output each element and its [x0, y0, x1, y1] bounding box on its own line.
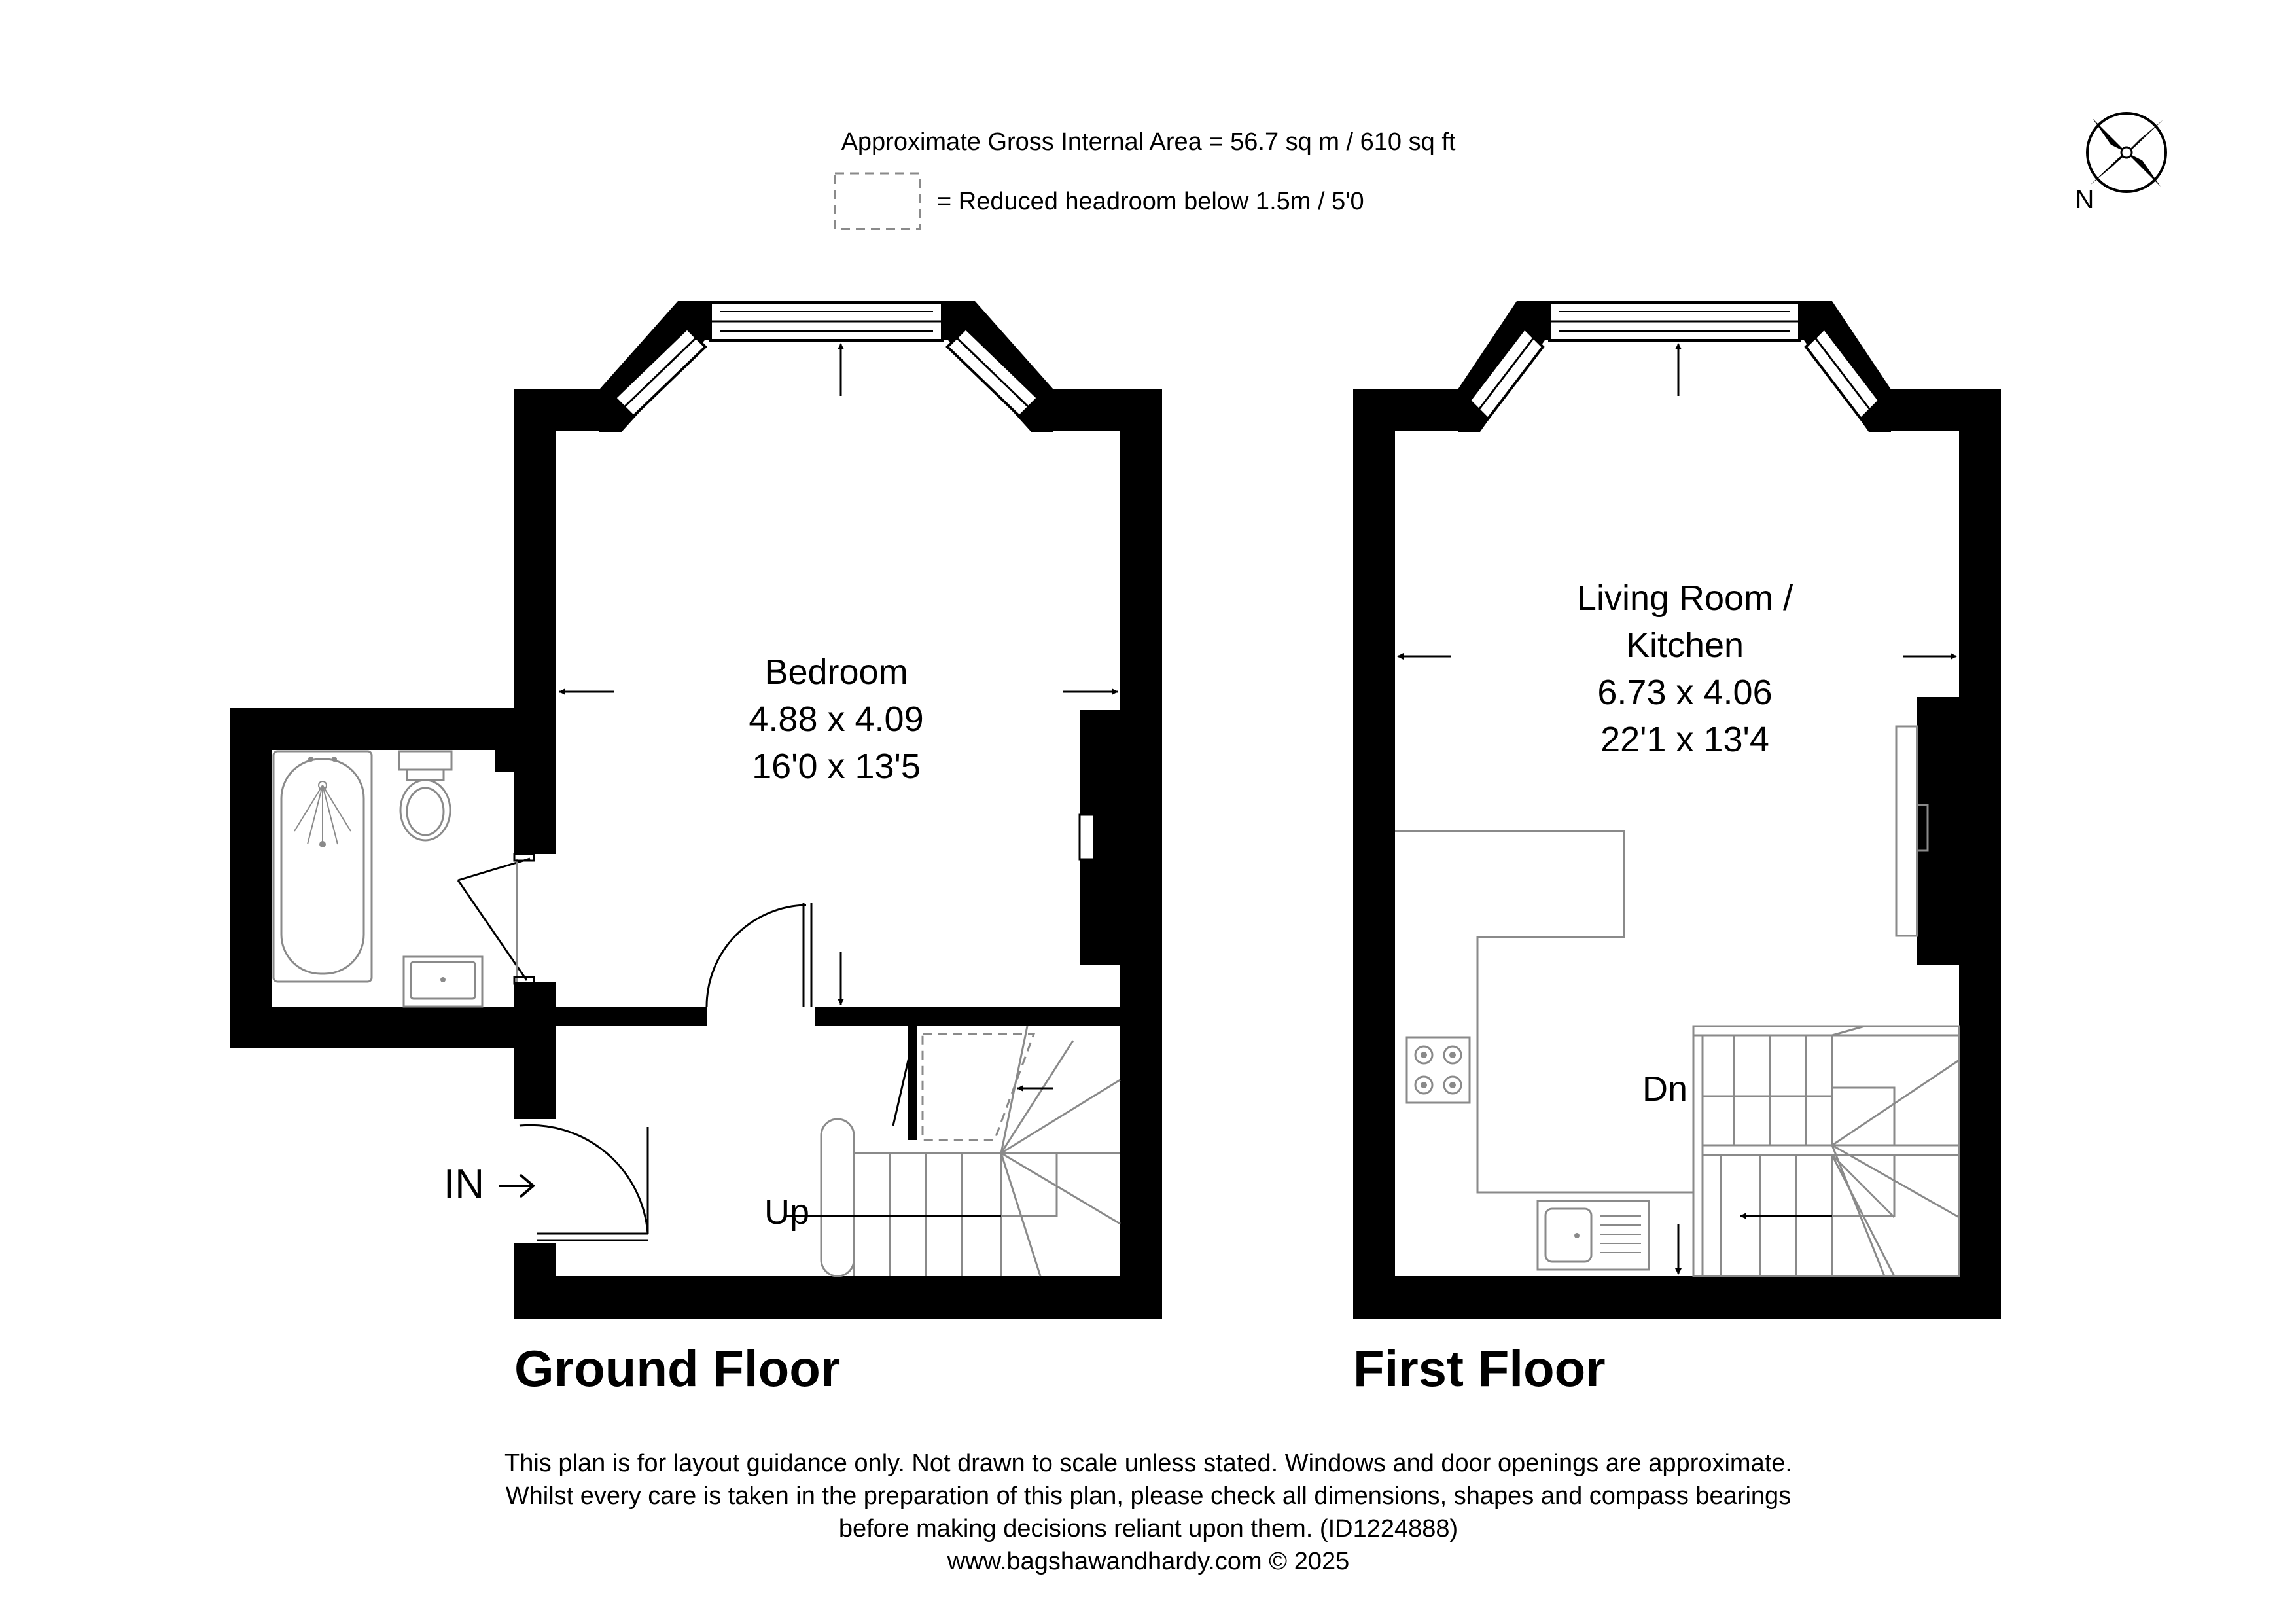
disclaimer-line-2: Whilst every care is taken in the preparation of this plan, please check all dimensions, shapes and compass bearings: [505, 1482, 1792, 1510]
bedroom-name: Bedroom: [764, 652, 908, 692]
ground-floor-plan: [230, 301, 1162, 1319]
entrance-label: IN: [444, 1162, 484, 1207]
first-stairs-label: Dn: [1642, 1069, 1688, 1109]
living-room-metric-size: 6.73 x 4.06: [1597, 673, 1773, 712]
ground-stairs: [821, 1026, 1120, 1276]
living-room-imperial-size: 22'1 x 13'4: [1600, 720, 1769, 759]
living-room-name-line2: Kitchen: [1625, 626, 1744, 665]
reduced-headroom-legend-swatch: [835, 173, 920, 229]
entrance-arrow-icon: [499, 1175, 533, 1197]
disclaimer-line-3: before making decisions reliant upon them. (ID1224888): [838, 1515, 1458, 1543]
disclaimer-line-1: This plan is for layout guidance only. Not drawn to scale unless stated. Windows and door openings are approximate.: [504, 1450, 1792, 1477]
website-copyright: www.bagshawandhardy.com © 2025: [947, 1548, 1350, 1575]
bedroom-imperial-size: 16'0 x 13'5: [752, 747, 921, 786]
first-floor-title: First Floor: [1353, 1340, 1606, 1397]
first-stairs: [1693, 1026, 1959, 1276]
ground-floor-title: Ground Floor: [514, 1340, 841, 1397]
compass-icon: [2087, 113, 2166, 192]
first-floor-plan: [1353, 301, 2001, 1319]
gross-area-text: Approximate Gross Internal Area = 56.7 sq m / 610 sq ft: [841, 128, 1456, 156]
reduced-headroom-legend-text: = Reduced headroom below 1.5m / 5'0: [937, 188, 1364, 215]
compass-north-label: N: [2075, 185, 2094, 214]
bedroom-metric-size: 4.88 x 4.09: [749, 700, 924, 739]
living-room-name-line1: Living Room /: [1576, 579, 1793, 618]
ground-stairs-label: Up: [764, 1192, 810, 1232]
